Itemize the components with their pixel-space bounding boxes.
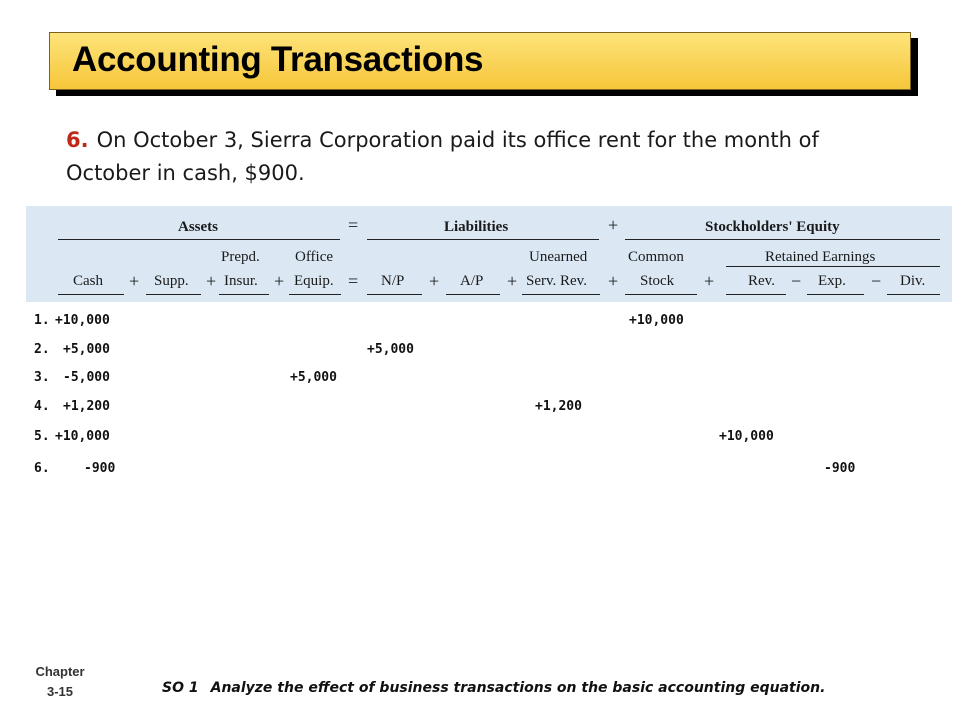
row-number: 1.	[34, 313, 50, 328]
study-objective-text: Analyze the effect of business transactions on the basic accounting equation.	[210, 680, 826, 696]
expense-amount: -900	[824, 461, 856, 476]
cash-amount: +1,200	[63, 399, 110, 414]
op-plus-7: +	[704, 271, 715, 291]
op-equals: =	[348, 271, 359, 291]
col-supp: Supp.	[154, 273, 189, 289]
col-div: Div.	[900, 273, 926, 289]
op-plus-2: +	[206, 271, 217, 291]
study-objective	[162, 680, 825, 696]
col-common-line2: Stock	[640, 273, 675, 289]
chapter-page-number: 3-15	[46, 684, 74, 699]
col-office-line1: Office	[295, 249, 334, 265]
row-number: 3.	[34, 370, 50, 385]
study-objective-tag: SO 1	[162, 680, 199, 696]
group-liabilities: Liabilities	[444, 219, 509, 235]
op-plus-5: +	[507, 271, 518, 291]
col-unearned-line2: Serv. Rev.	[526, 273, 587, 289]
col-ap: A/P	[460, 273, 484, 289]
group-retained-earnings: Retained Earnings	[765, 249, 876, 265]
op-plus-1: +	[129, 271, 140, 291]
op-plus-4: +	[429, 271, 440, 291]
notes-payable-amount: +5,000	[367, 342, 414, 357]
op-plus-6: +	[608, 271, 619, 291]
row-number: 5.	[34, 429, 50, 444]
cash-amount: +10,000	[55, 429, 110, 444]
row-number: 2.	[34, 342, 50, 357]
col-exp: Exp.	[818, 273, 846, 289]
col-np: N/P	[381, 273, 405, 289]
col-prepd-line2: Insur.	[224, 273, 258, 289]
chapter-label	[30, 662, 90, 702]
unearned-revenue-amount: +1,200	[535, 399, 582, 414]
col-unearned-line1: Unearned	[529, 249, 588, 265]
row-number: 6.	[34, 461, 50, 476]
col-rev: Rev.	[748, 273, 775, 289]
group-equity: Stockholders' Equity	[705, 219, 840, 235]
op-equals-top: =	[348, 215, 359, 235]
common-stock-amount: +10,000	[629, 313, 684, 328]
cash-amount: +5,000	[63, 342, 110, 357]
col-common-line1: Common	[628, 249, 684, 265]
cash-amount: +10,000	[55, 313, 110, 328]
col-office-line2: Equip.	[294, 273, 334, 289]
op-plus-3: +	[274, 271, 285, 291]
op-plus-top: +	[608, 215, 619, 235]
row-number: 4.	[34, 399, 50, 414]
statement-text: On October 3, Sierra Corporation paid its office rent for the month of October in cash, $900.	[66, 128, 819, 185]
office-equipment-amount: +5,000	[290, 370, 337, 385]
op-minus-1: −	[791, 271, 802, 291]
slide-title: Accounting Transactions	[72, 40, 484, 79]
col-prepd-line1: Prepd.	[221, 249, 260, 265]
op-minus-2: −	[871, 271, 882, 291]
chapter-word: Chapter	[35, 664, 85, 679]
group-assets: Assets	[178, 219, 218, 235]
cash-amount: -5,000	[63, 370, 110, 385]
cash-amount: -900	[84, 461, 116, 476]
col-cash: Cash	[73, 273, 103, 289]
statement-number: 6.	[66, 128, 89, 152]
revenue-amount: +10,000	[719, 429, 774, 444]
